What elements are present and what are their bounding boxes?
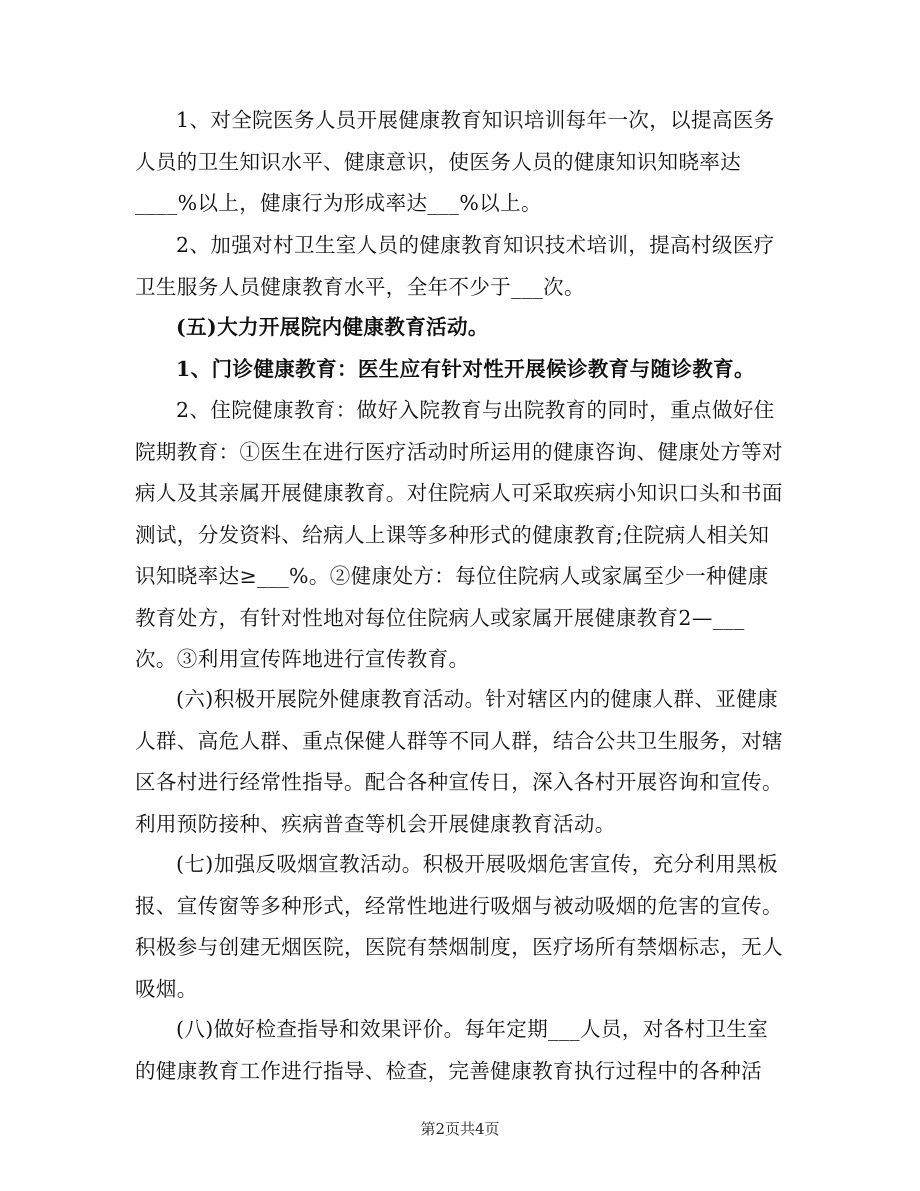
paragraph-village-training: 2、加强对村卫生室人员的健康教育知识技术培训，提高村级医疗卫生服务人员健康教育水平，全年不少于___次。 — [135, 233, 775, 299]
paragraph-outpatient-education: 1、门诊健康教育：医生应有针对性开展候诊教育与随诊教育。 — [176, 357, 755, 381]
paragraph-section-six: (六)积极开展院外健康教育活动。针对辖区内的健康人群、亚健康人群、高危人群、重点保健人群等不同人群，结合公共卫生服务，对辖区各村进行经常性指导。配合各种宣传日，深入各村开展咨询和宣传。利用预防接种、疾病普查等机会开展健康教育活动。 — [135, 687, 783, 836]
paragraph-staff-training: 1、对全院医务人员开展健康教育知识培训每年一次，以提高医务人员的卫生知识水平、健康意识，使医务人员的健康知识知晓率达____%以上，健康行为形成率达___%以上。 — [135, 108, 775, 215]
paragraph-inpatient-education: 2、住院健康教育：做好入院教育与出院教育的同时，重点做好住院期教育：①医生在进行医疗活动时所运用的健康咨询、健康处方等对病人及其亲属开展健康教育。对住院病人可采取疾病小知识口头和书面测试，分发资料、给病人上课等多种形式的健康教育;住院病人相关知识知晓率达≥___%。②健康处方：每位住院病人或家属至少一种健康教育处方，有针对性地对每位住院病人或家属开展健康教育2—___次。③利用宣传阵地进行宣传教育。 — [135, 398, 783, 671]
paragraph-section-seven: (七)加强反吸烟宣教活动。积极开展吸烟危害宣传，充分利用黑板报、宣传窗等多种形式，经常性地进行吸烟与被动吸烟的危害的宣传。积极参与创建无烟医院，医院有禁烟制度，医疗场所有禁烟标志，无人吸烟。 — [135, 852, 783, 1001]
page-number-footer: 第2页共4页 — [420, 1120, 500, 1138]
paragraph-section-eight: (八)做好检查指导和效果评价。每年定期___人员，对各村卫生室的健康教育工作进行指导、检查，完善健康教育执行过程中的各种活 — [135, 1017, 769, 1083]
section-heading-five: (五)大力开展院内健康教育活动。 — [176, 315, 489, 339]
